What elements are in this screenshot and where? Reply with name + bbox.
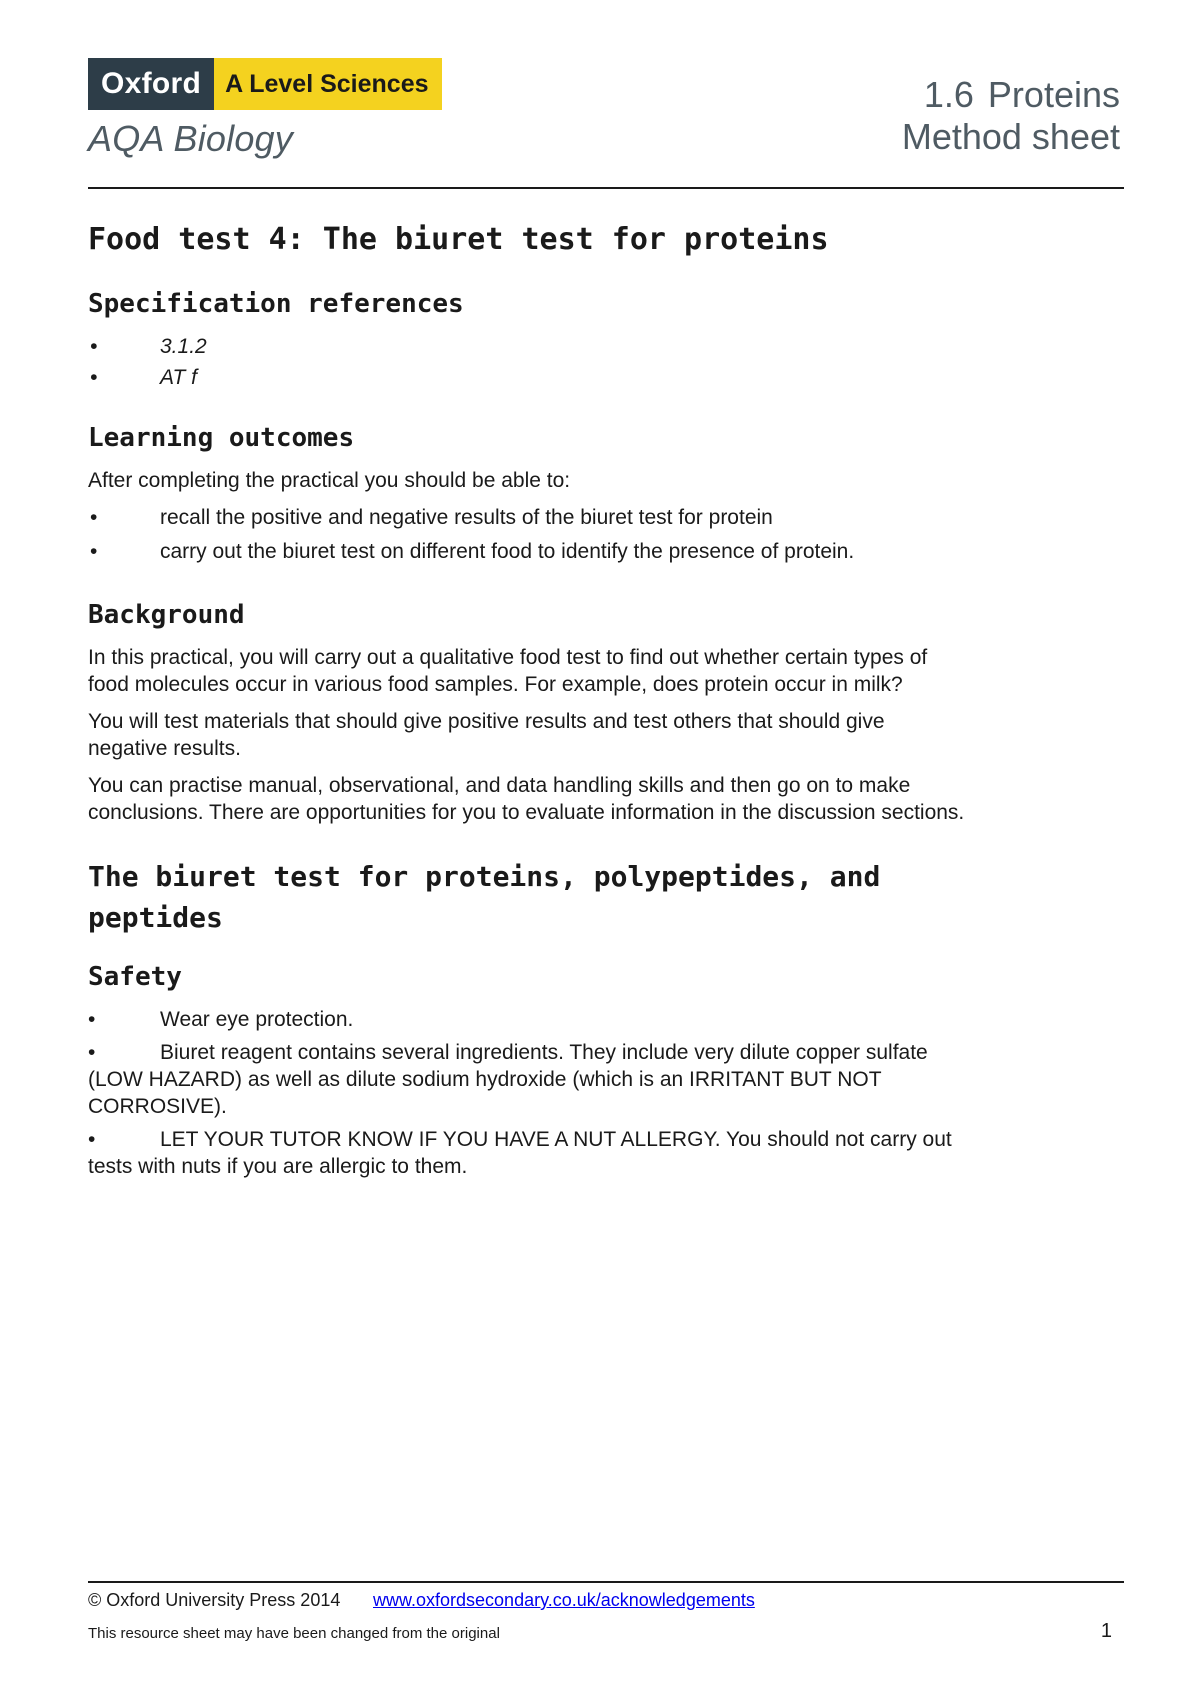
subject-title: AQA Biology	[88, 118, 293, 159]
page-number: 1	[1100, 1620, 1112, 1642]
list-item: • 3.1.2	[88, 333, 968, 360]
list-item: • AT f	[88, 364, 968, 391]
header-divider	[88, 187, 1124, 189]
logo-oxford-text: Oxford	[88, 58, 214, 110]
page-title: Food test 4: The biuret test for proteins	[88, 222, 829, 257]
background-heading: Background	[88, 600, 245, 630]
sheet-type: Method sheet	[901, 116, 1120, 157]
section-heading	[902, 74, 1120, 158]
background-paragraph: You will test materials that should give positive results and test others that should give negative results.	[88, 710, 885, 760]
copyright-text: © Oxford University Press 2014	[88, 1590, 341, 1610]
background-paragraph: In this practical, you will carry out a qualitative food test to find out whether certain types of food molecules occur in various food samples. For example, does protein occur in milk?	[88, 646, 928, 696]
list-item: • LET YOUR TUTOR KNOW IF YOU HAVE A NUT ALLERGY. You should not carry out tests with nuts if you are allergic to them.	[88, 1128, 952, 1178]
list-item: • Wear eye protection.	[88, 1008, 354, 1031]
safety-heading: Safety	[88, 962, 182, 992]
background-paragraph: You can practise manual, observational, and data handling skills and then go on to make conclusions. There are opportunities for you to evaluate information in the discussion sections.	[88, 774, 965, 824]
section-number: 1.6	[923, 74, 974, 115]
oxford-logo	[88, 58, 442, 110]
section-title: Proteins	[987, 74, 1120, 115]
acknowledgements-link[interactable]: www.oxfordsecondary.co.uk/acknowledgements	[373, 1590, 755, 1610]
list-item: • carry out the biuret test on different food to identify the presence of protein.	[88, 538, 968, 565]
safety-list	[88, 1006, 968, 1180]
biuret-test-heading: The biuret test for proteins, polypeptides, and peptides	[88, 860, 881, 934]
learning-outcomes-intro: After completing the practical you should be able to:	[88, 469, 571, 492]
list-item: • recall the positive and negative results of the biuret test for protein	[88, 504, 968, 531]
spec-refs-list	[88, 333, 968, 391]
logo-alevel-text: A Level Sciences	[214, 58, 441, 110]
spec-refs-heading: Specification references	[88, 289, 464, 319]
learning-outcomes-heading: Learning outcomes	[88, 423, 355, 453]
disclaimer-text: This resource sheet may have been changed from the original	[88, 1625, 500, 1642]
main-content	[88, 215, 968, 1186]
list-item: • Biuret reagent contains several ingredients. They include very dilute copper sulfate (LOW HAZARD) as well as dilute sodium hydroxide (which is an IRRITANT BUT NOT CORROSIVE).	[88, 1041, 928, 1118]
learning-outcomes-list	[88, 504, 968, 565]
footer-divider	[88, 1581, 1124, 1583]
